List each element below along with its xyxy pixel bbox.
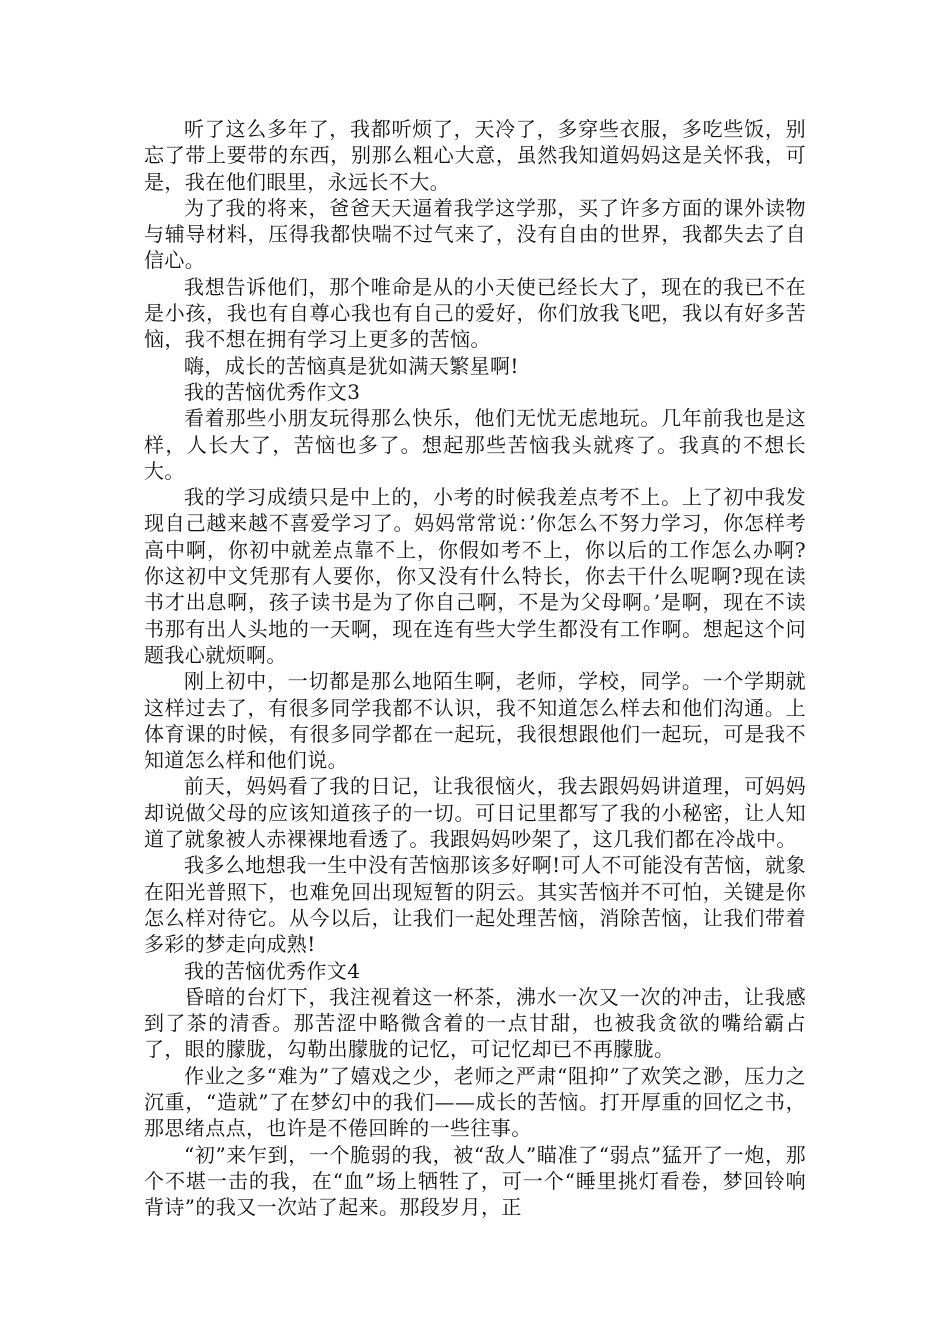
document-page bbox=[144, 116, 806, 1220]
paragraph: 我多么地想我一生中没有苦恼那该多好啊!可人不可能没有苦恼，就象在阳光普照下，也难免回出现短暂的阴云。其实苦恼并不可怕，关键是你怎么样对待它。从今以后，让我们一起处理苦恼，消除苦恼，让我们带着多彩的梦走向成熟! bbox=[144, 853, 806, 957]
paragraph: 前天，妈妈看了我的日记，让我很恼火，我去跟妈妈讲道理，可妈妈却说做父母的应该知道孩子的一切。可日记里都写了我的小秘密，让人知道了就象被人赤裸裸地看透了。我跟妈妈吵架了，这几我们都在冷战中。 bbox=[144, 774, 806, 852]
section-heading: 我的苦恼优秀作文3 bbox=[184, 379, 361, 404]
section-heading: 我的苦恼优秀作文4 bbox=[184, 958, 361, 983]
paragraph: 为了我的将来，爸爸天天逼着我学这学那，买了许多方面的课外读物与辅导材料，压得我都快喘不过气来了，没有自由的世界，我都失去了自信心。 bbox=[144, 195, 806, 273]
paragraph: 嗨，成长的苦恼真是犹如满天繁星啊! bbox=[184, 353, 519, 378]
paragraph: 听了这么多年了，我都听烦了，天冷了，多穿些衣服，多吃些饭，别忘了带上要带的东西，别那么粗心大意，虽然我知道妈妈这是关怀我，可是，我在他们眼里，永远长不大。 bbox=[144, 117, 806, 194]
paragraph: 昏暗的台灯下，我注视着这一杯茶，沸水一次又一次的冲击，让我感到了茶的清香。那苦涩中略微含着的一点甘甜，也被我贪欲的嘴给霸占了，眼的朦胧，勾勒出朦胧的记忆，可记忆却已不再朦胧。 bbox=[144, 984, 806, 1062]
paragraph: 我的学习成绩只是中上的，小考的时候我差点考不上。上了初中我发现自己越来越不喜爱学习了。妈妈常常说：’你怎么不努力学习，你怎样考高中啊，你初中就差点靠不上，你假如考不上，你以后的工作怎么办啊?你这初中文凭那有人要你，你又没有什么特长，你去干什么呢啊?现在读书才出息啊，孩子读书是为了你自己啊，不是为父母啊。’是啊，现在不读书那有出人头地的一天啊，现在连有些大学生都没有工作啊。想起这个问题我心就烦啊。 bbox=[144, 485, 806, 667]
paragraph: 作业之多“难为”了嬉戏之少，老师之严肃“阻抑”了欢笑之渺，压力之沉重，“造就”了在梦幻中的我们——成长的苦恼。打开厚重的回忆之书，那思绪点点，也许是不倦回眸的一些往事。 bbox=[144, 1063, 806, 1141]
paragraph: “初”来乍到，一个脆弱的我，被“敌人”瞄准了“弱点”猛开了一炮，那个不堪一击的我，在“血”场上牺牲了，可一个“睡里挑灯看卷，梦回铃响背诗”的我又一次站了起来。那段岁月，正 bbox=[144, 1142, 806, 1220]
paragraph: 刚上初中，一切都是那么地陌生啊，老师，学校，同学。一个学期就这样过去了，有很多同学我都不认识，我不知道怎么样去和他们沟通。上体育课的时候，有很多同学都在一起玩，我很想跟他们一起玩，可是我不知道怎么样和他们说。 bbox=[144, 669, 806, 773]
paragraph: 看着那些小朋友玩得那么快乐，他们无忧无虑地玩。几年前我也是这样，人长大了，苦恼也多了。想起那些苦恼我头就疼了。我真的不想长大。 bbox=[144, 406, 806, 483]
paragraph: 我想告诉他们，那个唯命是从的小天使已经长大了，现在的我已不在是小孩，我也有自尊心我也有自己的爱好，你们放我飞吧，我以有好多苦恼，我不想在拥有学习上更多的苦恼。 bbox=[144, 274, 806, 352]
